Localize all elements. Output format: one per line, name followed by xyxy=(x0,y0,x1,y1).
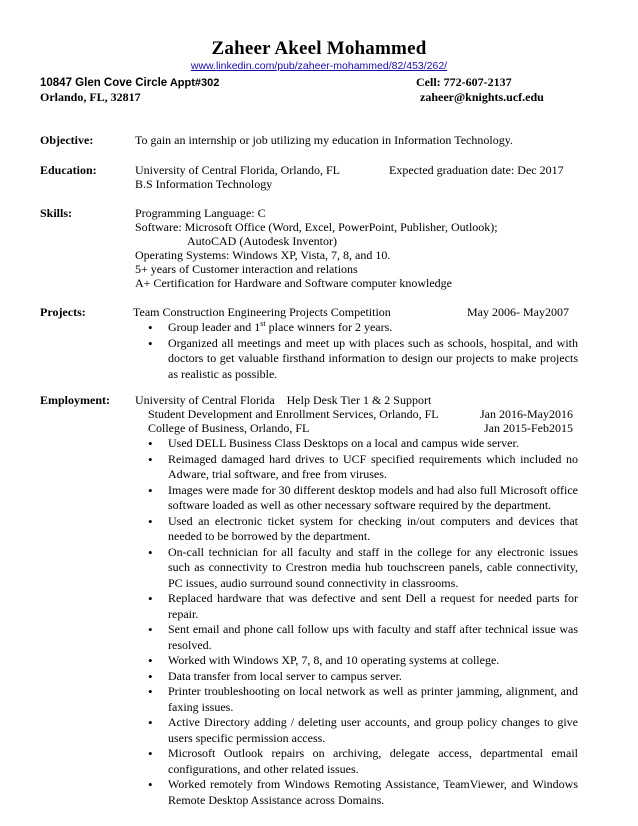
skill-line: 5+ years of Customer interaction and relations xyxy=(135,262,358,276)
list-item: • Sent email and phone call follow ups with faculty and staff after technical issue was resolved. xyxy=(148,622,578,653)
linkedin-link[interactable]: www.linkedin.com/pub/zaheer-mohammed/82/453/262/ xyxy=(190,60,448,72)
list-item: • Worked with Windows XP, 7, 8, and 10 operating systems at college. xyxy=(148,653,578,669)
education-degree: B.S Information Technology xyxy=(135,177,273,191)
list-item: • Images were made for 30 different desktop models and had also full Microsoft office software loaded as well as other necessary software required by the department. xyxy=(148,483,578,514)
cell-phone: Cell: 772-607-2137 xyxy=(416,75,512,89)
education-label: Education: xyxy=(40,163,97,177)
list-item: • Used DELL Business Class Desktops on a local and campus wide server. xyxy=(148,436,578,452)
projects-label: Projects: xyxy=(40,305,86,319)
list-item: • Microsoft Outlook repairs on archiving, delegate access, departmental email configurations, and other related issues. xyxy=(148,746,578,777)
skill-line: Operating Systems: Windows XP, Vista, 7, 8, and 10. xyxy=(135,248,391,262)
objective-label: Objective: xyxy=(40,133,94,147)
skill-line: Software: Microsoft Office (Word, Excel, PowerPoint, Publisher, Outlook); xyxy=(135,220,498,234)
employment-label: Employment: xyxy=(40,393,110,407)
employment-title: University of Central Florida Help Desk Tier 1 & 2 Support xyxy=(135,393,432,407)
email-address: zaheer@knights.ucf.edu xyxy=(420,90,544,104)
list-item: • Replaced hardware that was defective and sent Dell a request for needed parts for repair. xyxy=(148,591,578,622)
employment-dates-1: Jan 2016-May2016 xyxy=(480,407,573,421)
list-item: • Organized all meetings and meet up with places such as schools, hospital, and with doctors to get valuable firsthand information to design our projects to make projects as realistic as possible. xyxy=(148,336,578,383)
list-item: • Reimaged damaged hard drives to UCF specified requirements which included no Adware, trial software, and free from viruses. xyxy=(148,452,578,483)
resume-name: Zaheer Akeel Mohammed xyxy=(211,38,427,59)
skills-label: Skills: xyxy=(40,206,73,220)
employment-dates-2: Jan 2015-Feb2015 xyxy=(484,421,573,435)
list-item: • Used an electronic ticket system for checking in/out computers and devices that needed to be borrowed by the department. xyxy=(148,514,578,545)
city-state-zip: Orlando, FL, 32817 xyxy=(40,90,141,104)
list-item: • Data transfer from local server to campus server. xyxy=(148,669,578,685)
project-title: Team Construction Engineering Projects Competition xyxy=(133,305,391,319)
education-school: University of Central Florida, Orlando, FL xyxy=(135,163,340,177)
skill-line: A+ Certification for Hardware and Software computer knowledge xyxy=(135,276,452,290)
project-dates: May 2006- May2007 xyxy=(467,305,569,319)
list-item: • Active Directory adding / deleting user accounts, and group policy changes to give users specific permission access. xyxy=(148,715,578,746)
employment-dept-1: Student Development and Enrollment Services, Orlando, FL xyxy=(148,407,439,421)
list-item: • Worked remotely from Windows Remoting Assistance, TeamViewer, and Windows Remote Desktop Assistance across Domains. xyxy=(148,777,578,808)
education-graduation: Expected graduation date: Dec 2017 xyxy=(389,163,564,177)
skill-line: Programming Language: C xyxy=(135,206,266,220)
objective-text: To gain an internship or job utilizing my education in Information Technology. xyxy=(135,133,513,147)
skill-line: AutoCAD (Autodesk Inventor) xyxy=(187,234,337,248)
list-item: • Group leader and 1st place winners for 2 years. xyxy=(148,320,578,336)
street-address: 10847 Glen Cove Circle Appt#302 xyxy=(40,77,220,89)
employment-bullets xyxy=(148,436,578,808)
list-item: • On-call technician for all faculty and staff in the college for any electronic issues such as connectivity to Crestron media hub touchscreen panels, cable connectivity, PC issues, audio surround sound connectivity in classrooms. xyxy=(148,545,578,592)
project-bullets xyxy=(148,320,578,382)
list-item: • Printer troubleshooting on local network as well as printer jamming, alignment, and faxing issues. xyxy=(148,684,578,715)
employment-dept-2: College of Business, Orlando, FL xyxy=(148,421,310,435)
